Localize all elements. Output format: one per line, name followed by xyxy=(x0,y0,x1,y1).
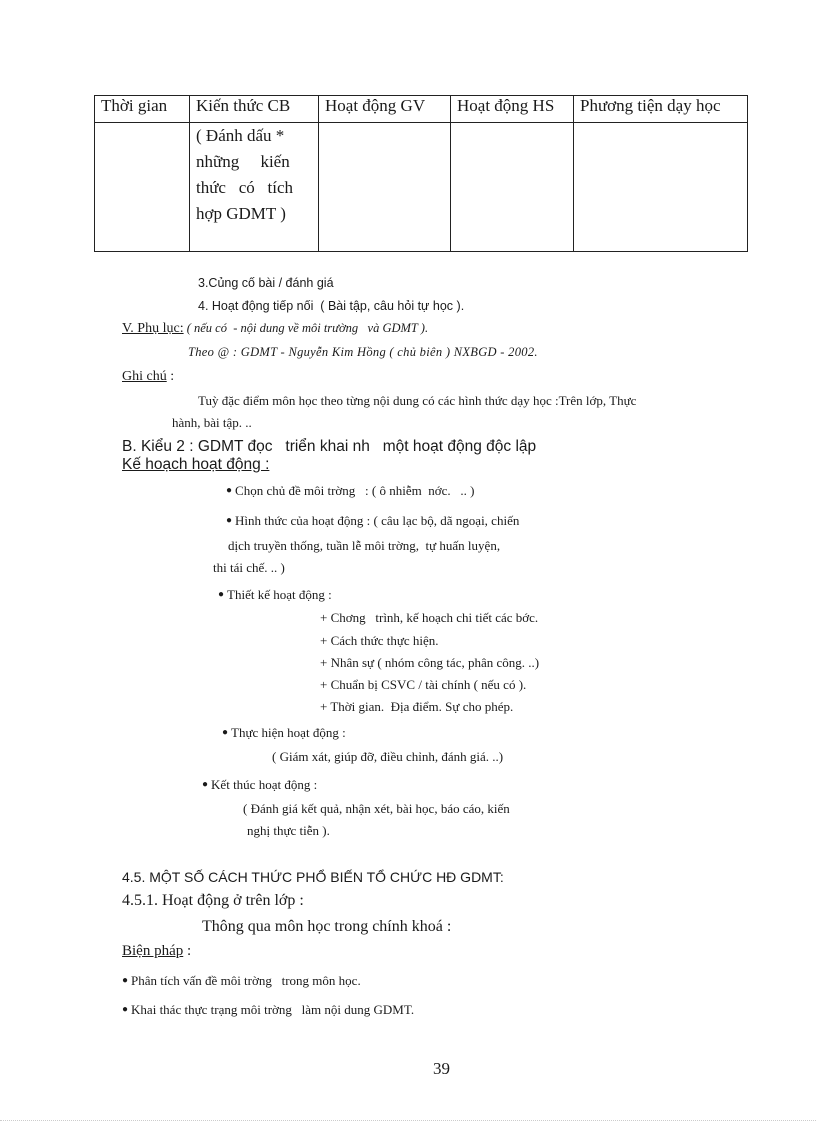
bullet-topic xyxy=(226,483,474,499)
header-time: Thời gian xyxy=(95,96,190,123)
step-4: 4. Hoạt động tiếp nối ( Bài tập, câu hỏi tự học ). xyxy=(198,299,465,313)
measure-item-2 xyxy=(122,1002,414,1018)
note-line: hợp GDMT ) xyxy=(196,204,286,223)
bullet-icon: ● xyxy=(226,485,233,496)
finish-text: Kết thúc hoạt động : xyxy=(211,777,318,792)
measure-item-1 xyxy=(122,973,361,989)
header-student-activity: Hoạt động HS xyxy=(451,96,574,123)
finish-detail-2: nghị thực tiễn ). xyxy=(247,823,330,838)
bullet-icon: ● xyxy=(122,975,129,986)
measure-heading-line xyxy=(122,943,191,960)
bullet-finish xyxy=(202,777,317,793)
appendix-line xyxy=(122,321,428,337)
form-text-3: thi tái chế. .. ) xyxy=(213,560,285,575)
form-text-1: Hình thức của hoạt động : ( câu lạc bộ, dã ngoại, chiến xyxy=(235,513,520,528)
bullet-design xyxy=(218,587,332,603)
implement-detail: ( Giám xát, giúp đỡ, điều chỉnh, đánh giá. ..) xyxy=(272,749,504,764)
form-text-2: dịch truyền thống, tuần lễ môi trờng, tự huấn luyện, xyxy=(228,538,501,553)
design-item: + Nhân sự ( nhóm công tác, phân công. ..) xyxy=(320,655,540,670)
cell-means xyxy=(574,123,748,252)
table-row xyxy=(95,123,748,252)
appendix-heading: V. Phụ lục: xyxy=(122,321,184,336)
table-header-row xyxy=(95,96,748,123)
lesson-plan-table xyxy=(94,95,748,252)
measure-text-1: Phân tích vấn đề môi trờng trong môn học. xyxy=(131,973,361,988)
measure-colon: : xyxy=(183,943,192,959)
note-line-1: Tuỳ đặc điểm môn học theo từng nội dung có các hình thức dạy học :Trên lớp, Thực xyxy=(198,393,637,408)
cell-student xyxy=(451,123,574,252)
plan-heading: Kế hoạch hoạt động : xyxy=(122,456,270,473)
step-3: 3.Củng cố bài / đánh giá xyxy=(198,276,334,290)
measure-text-2: Khai thác thực trạng môi trờng làm nội dung GDMT. xyxy=(131,1002,415,1017)
page-bottom-divider xyxy=(0,1120,816,1121)
cell-time xyxy=(95,123,190,252)
type2-title: B. Kiểu 2 : GDMT đọc triển khai nh một hoạt động độc lập xyxy=(122,438,537,455)
topic-text: Chọn chủ đề môi trờng : ( ô nhiễm nớc. .. ) xyxy=(235,483,475,498)
design-item: + Cách thức thực hiện. xyxy=(320,633,439,648)
design-item: + Chuẩn bị CSVC / tài chính ( nếu có ). xyxy=(320,677,527,692)
bullet-implement xyxy=(222,725,346,741)
appendix-text: ( nếu có - nội dung về môi trường và GDMT ). xyxy=(183,321,429,335)
cell-teacher xyxy=(319,123,451,252)
cell-knowledge xyxy=(190,123,319,252)
section-451-title: 4.5.1. Hoạt động ở trên lớp : xyxy=(122,892,304,909)
finish-detail-1: ( Đánh giá kết quả, nhận xét, bài học, báo cáo, kiến xyxy=(243,801,510,816)
note-line-2: hành, bài tập. .. xyxy=(172,415,252,430)
bullet-icon: ● xyxy=(218,589,225,600)
appendix-source: Theo @ : GDMT - Nguyễn Kim Hồng ( chủ biên ) NXBGD - 2002. xyxy=(188,345,538,359)
bullet-icon: ● xyxy=(226,515,233,526)
section-45-title: 4.5. MỘT SỐ CÁCH THỨC PHỔ BIẾN TỔ CHỨC HĐ GDMT: xyxy=(122,869,504,885)
bullet-icon: ● xyxy=(122,1004,129,1015)
note-heading: Ghi chú xyxy=(122,369,167,384)
design-item: + Thời gian. Địa điểm. Sự cho phép. xyxy=(320,699,514,714)
note-colon: : xyxy=(166,369,175,384)
header-teaching-means: Phương tiện dạy học xyxy=(574,96,748,123)
page-number: 39 xyxy=(433,1059,450,1078)
note-line: thức có tích xyxy=(196,178,294,197)
bullet-icon: ● xyxy=(222,727,229,738)
measure-heading: Biện pháp xyxy=(122,943,184,959)
bullet-form xyxy=(226,513,519,529)
header-knowledge: Kiến thức CB xyxy=(190,96,319,123)
note-heading-line xyxy=(122,369,174,385)
through-subject: Thông qua môn học trong chính khoá : xyxy=(202,918,452,935)
implement-text: Thực hiện hoạt động : xyxy=(231,725,346,740)
design-item: + Chơng trình, kế hoạch chi tiết các bớc. xyxy=(320,610,539,625)
bullet-icon: ● xyxy=(202,779,209,790)
header-teacher-activity: Hoạt động GV xyxy=(319,96,451,123)
design-text: Thiết kế hoạt động : xyxy=(227,587,332,602)
note-line: ( Đánh dấu * xyxy=(196,126,285,145)
note-line: những kiến xyxy=(196,152,290,171)
